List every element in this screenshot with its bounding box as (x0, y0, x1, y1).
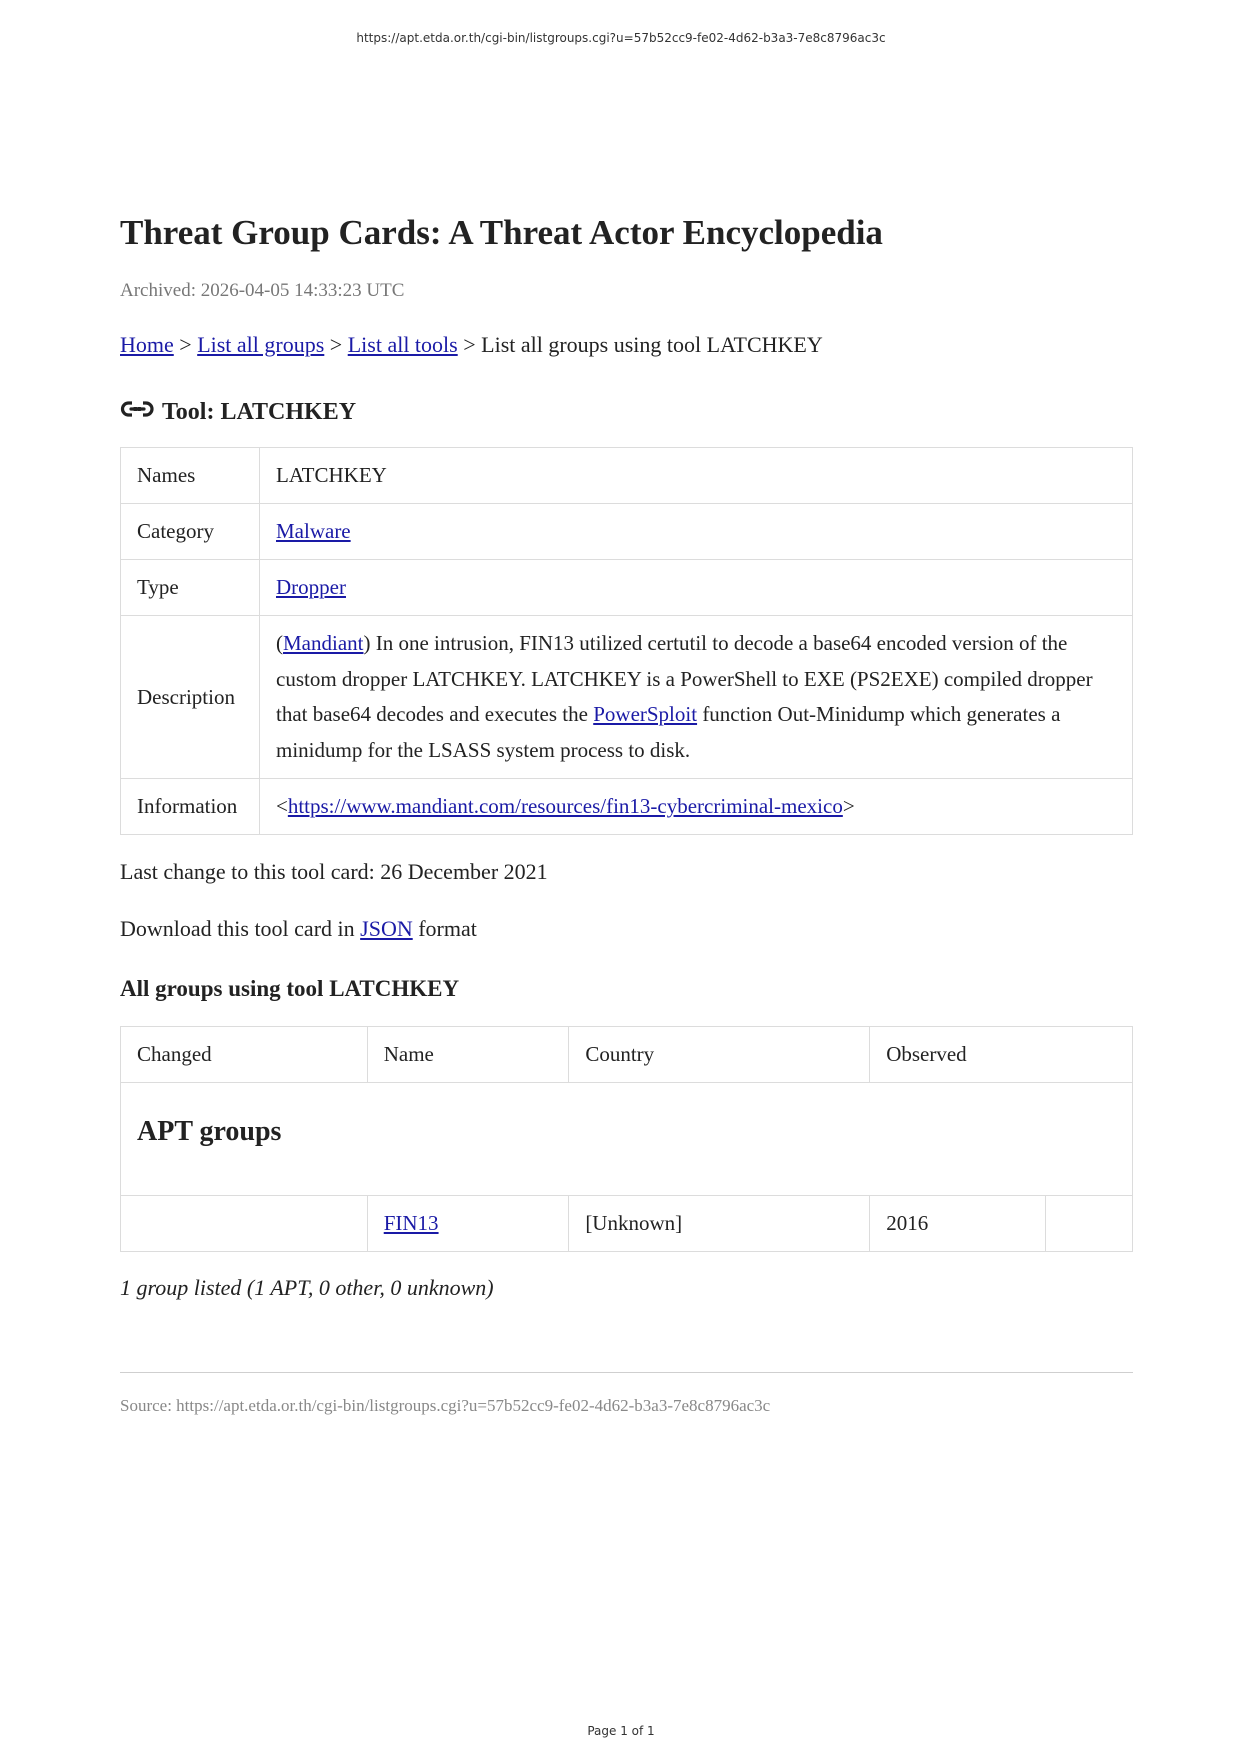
table-row (121, 504, 1133, 560)
description-part: ) In one intrusion, FIN13 utilized certutil to decode a base64 encoded version of the custom dropper LATCHKEY. LATCHKEY is a PowerShell to EXE (PS2EXE) compiled dropper that base64 decodes and executes the (276, 631, 1093, 726)
breadcrumb-groups-link[interactable]: List all groups (197, 332, 325, 357)
category-link[interactable]: Malware (276, 519, 351, 543)
group-link-fin13[interactable]: FIN13 (383, 1211, 439, 1235)
download-prefix: Download this tool card in (120, 916, 361, 941)
table-row (121, 779, 1133, 835)
tool-heading (120, 391, 1133, 427)
groups-table (120, 1026, 1133, 1252)
description-label: Description (121, 616, 260, 779)
page-number: Page 1 of 1 (587, 1724, 655, 1738)
breadcrumb-tools-link[interactable]: List all tools (347, 332, 458, 357)
mandiant-link[interactable]: Mandiant (283, 631, 364, 655)
download-suffix: format (412, 916, 477, 941)
breadcrumb (120, 331, 1133, 359)
breadcrumb-separator: > (463, 332, 476, 357)
description-paren: ( (276, 631, 283, 655)
column-header-name: Name (367, 1027, 569, 1083)
names-value: LATCHKEY (260, 448, 1133, 504)
table-row (121, 560, 1133, 616)
type-cell (260, 560, 1133, 616)
description-text (260, 616, 1133, 779)
breadcrumb-current: List all groups using tool LATCHKEY (481, 332, 823, 357)
page-title: Threat Group Cards: A Threat Actor Encyclopedia (120, 213, 883, 252)
observed-cell: 2016 (870, 1196, 1046, 1252)
name-cell (367, 1196, 569, 1252)
type-label: Type (121, 560, 260, 616)
breadcrumb-home-link[interactable]: Home (120, 332, 174, 357)
information-cell (260, 779, 1133, 835)
empty-cell (1045, 1196, 1132, 1252)
names-label: Names (121, 448, 260, 504)
last-change: Last change to this tool card: 26 December 2021 (120, 859, 548, 884)
link-icon (120, 399, 156, 421)
column-header-changed: Changed (121, 1027, 368, 1083)
information-link[interactable]: https://www.mandiant.com/resources/fin13-cybercriminal-mexico (287, 794, 843, 818)
description-part: function Out-Minidump which generates a minidump for the LSASS system process to disk. (276, 702, 1061, 762)
main-content (120, 210, 1133, 1417)
section-row (121, 1083, 1133, 1196)
breadcrumb-separator: > (329, 332, 343, 357)
angle-open: < (276, 794, 288, 818)
archived-timestamp: Archived: 2026-04-05 14:33:23 UTC (120, 280, 405, 301)
page-url-header: https://apt.etda.or.th/cgi-bin/listgroups.cgi?u=57b52cc9-fe02-4d62-b3a3-7e8c8796ac3c (356, 31, 886, 45)
angle-close: > (842, 794, 855, 818)
changed-cell (121, 1196, 368, 1252)
tool-title: Tool: LATCHKEY (162, 399, 357, 425)
country-cell: [Unknown] (569, 1196, 870, 1252)
breadcrumb-separator: > (179, 332, 192, 357)
table-row (121, 1196, 1133, 1252)
groups-summary: 1 group listed (1 APT, 0 other, 0 unknown) (120, 1275, 494, 1300)
table-header-row (121, 1027, 1133, 1083)
column-header-country: Country (569, 1027, 870, 1083)
groups-heading: All groups using tool LATCHKEY (120, 976, 460, 1001)
information-label: Information (121, 779, 260, 835)
section-title: APT groups (121, 1083, 1133, 1196)
download-line (120, 915, 1133, 943)
column-header-observed: Observed (870, 1027, 1133, 1083)
table-row (121, 616, 1133, 779)
category-label: Category (121, 504, 260, 560)
source-line: Source: https://apt.etda.or.th/cgi-bin/listgroups.cgi?u=57b52cc9-fe02-4d62-b3a3-7e8c8796ac3c (120, 1396, 771, 1415)
type-link[interactable]: Dropper (276, 575, 346, 599)
table-row (121, 448, 1133, 504)
category-cell (260, 504, 1133, 560)
tool-info-table (120, 447, 1133, 835)
powersploit-link[interactable]: PowerSploit (593, 702, 698, 726)
divider (120, 1372, 1133, 1373)
json-download-link[interactable]: JSON (360, 916, 413, 941)
